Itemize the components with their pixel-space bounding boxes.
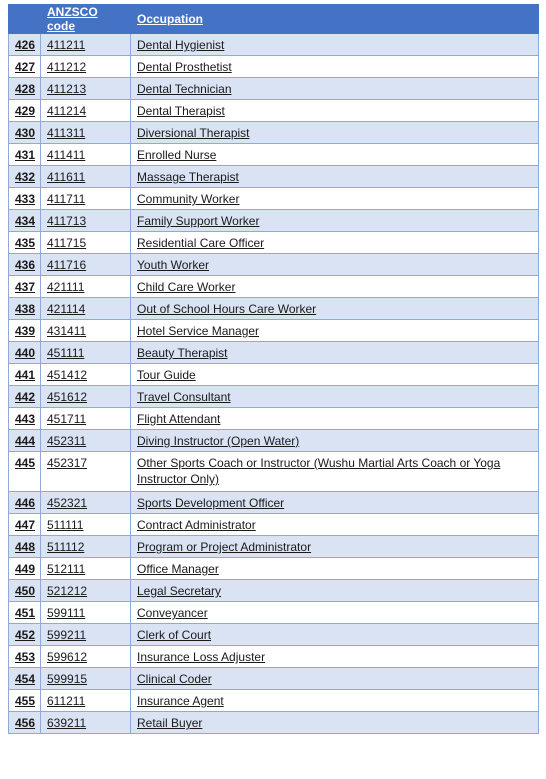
anzsco-code-link[interactable]: 411211 [47,38,86,52]
row-number-cell [9,342,41,364]
anzsco-code-cell [41,492,131,514]
row-number-link[interactable]: 429 [15,104,36,118]
table-row [9,276,539,298]
anzsco-code-link[interactable]: 451412 [47,368,88,382]
occupation-link[interactable]: Beauty Therapist [137,346,228,360]
row-number-link[interactable]: 436 [15,258,36,272]
occupation-link[interactable]: Tour Guide [137,368,196,382]
row-number-link[interactable]: 449 [15,562,36,576]
row-number-cell [9,364,41,386]
row-number-cell [9,408,41,430]
row-number-link[interactable]: 450 [15,584,36,598]
row-number-link[interactable]: 434 [15,214,36,228]
table-row [9,298,539,320]
row-number-link[interactable]: 442 [15,390,36,404]
anzsco-code-cell [41,536,131,558]
anzsco-code-cell [41,188,131,210]
anzsco-code-link[interactable]: 411311 [47,126,86,140]
anzsco-code-link[interactable]: 451711 [47,412,87,426]
header-anzsco-code[interactable]: ANZSCO code [41,5,131,34]
row-number-cell [9,144,41,166]
header-number [9,5,41,34]
anzsco-code-cell [41,668,131,690]
anzsco-code-link[interactable]: 611211 [47,694,86,708]
anzsco-code-cell [41,144,131,166]
row-number-link[interactable]: 452 [15,628,36,642]
occupation-link[interactable]: Community Worker [137,192,240,206]
occupation-table [8,4,539,734]
table-row [9,232,539,254]
row-number-link[interactable]: 451 [15,606,36,620]
anzsco-code-cell [41,364,131,386]
table-row [9,408,539,430]
row-number-link[interactable]: 445 [15,456,36,470]
table-row [9,386,539,408]
occupation-link[interactable]: Dental Prosthetist [137,60,232,74]
anzsco-code-link[interactable]: 431411 [47,324,87,338]
row-number-link[interactable]: 437 [15,280,36,294]
anzsco-code-cell [41,210,131,232]
anzsco-code-link[interactable]: 599915 [47,672,88,686]
anzsco-code-link[interactable]: 511111 [47,518,84,532]
table-row [9,122,539,144]
occupation-link[interactable]: Travel Consultant [137,390,231,404]
table-row [9,56,539,78]
occupation-link[interactable]: Dental Therapist [137,104,225,118]
occupation-cell [131,386,539,408]
occupation-link[interactable]: Youth Worker [137,258,210,272]
occupation-link[interactable]: Retail Buyer [137,716,203,730]
row-number-link[interactable]: 447 [15,518,36,532]
occupation-link[interactable]: Clinical Coder [137,672,212,686]
row-number-link[interactable]: 456 [15,716,36,730]
row-number-cell [9,210,41,232]
row-number-cell [9,298,41,320]
occupation-link[interactable]: Diving Instructor (Open Water) [137,434,300,448]
row-number-link[interactable]: 444 [15,434,36,448]
row-number-link[interactable]: 438 [15,302,36,316]
occupation-link[interactable]: Legal Secretary [137,584,222,598]
occupation-cell [131,558,539,580]
table-row [9,690,539,712]
occupation-link[interactable]: Dental Hygienist [137,38,225,52]
occupation-cell [131,122,539,144]
occupation-link[interactable]: Dental Technician [137,82,232,96]
occupation-link[interactable]: Residential Care Officer [137,236,265,250]
table-row [9,580,539,602]
header-occupation[interactable]: Occupation [131,5,539,34]
occupation-cell [131,536,539,558]
row-number-cell [9,712,41,734]
anzsco-code-link[interactable]: 411715 [47,236,87,250]
anzsco-code-cell [41,56,131,78]
anzsco-code-cell [41,122,131,144]
occupation-cell [131,188,539,210]
table-row [9,166,539,188]
occupation-cell [131,492,539,514]
row-number-link[interactable]: 433 [15,192,36,206]
anzsco-code-cell [41,558,131,580]
row-number-link[interactable]: 443 [15,412,36,426]
anzsco-code-link[interactable]: 421114 [47,302,86,316]
row-number-cell [9,122,41,144]
anzsco-code-cell [41,712,131,734]
row-number-cell [9,514,41,536]
anzsco-code-cell [41,602,131,624]
row-number-cell [9,558,41,580]
occupation-cell [131,320,539,342]
anzsco-code-cell [41,514,131,536]
anzsco-code-cell [41,232,131,254]
occupation-cell [131,210,539,232]
anzsco-code-link[interactable]: 411716 [47,258,87,272]
occupation-link[interactable]: Clerk of Court [137,628,212,642]
table-row [9,210,539,232]
occupation-cell [131,646,539,668]
table-row [9,320,539,342]
row-number-cell [9,100,41,122]
anzsco-code-cell [41,320,131,342]
occupation-cell [131,602,539,624]
row-number-link[interactable]: 453 [15,650,36,664]
occupation-link[interactable]: Other Sports Coach or Instructor (Wushu Martial Arts Coach or Yoga Instructor Only) [137,456,501,486]
anzsco-code-cell [41,452,131,492]
row-number-cell [9,536,41,558]
occupation-cell [131,624,539,646]
anzsco-code-cell [41,78,131,100]
row-number-link[interactable]: 428 [15,82,36,96]
row-number-link[interactable]: 439 [15,324,36,338]
occupation-cell [131,100,539,122]
anzsco-code-cell [41,254,131,276]
row-number-cell [9,232,41,254]
occupation-cell [131,34,539,56]
anzsco-code-cell [41,342,131,364]
anzsco-code-link[interactable]: 452317 [47,456,88,470]
row-number-cell [9,320,41,342]
occupation-link[interactable]: Out of School Hours Care Worker [137,302,317,316]
table-row [9,342,539,364]
row-number-cell [9,78,41,100]
occupation-link[interactable]: Insurance Loss Adjuster [137,650,266,664]
occupation-cell [131,232,539,254]
table-row [9,254,539,276]
anzsco-code-link[interactable]: 411713 [47,214,87,228]
occupation-table-container [8,4,538,734]
occupation-link[interactable]: Office Manager [137,562,219,576]
occupation-link[interactable]: Insurance Agent [137,694,224,708]
row-number-cell [9,34,41,56]
anzsco-code-cell [41,408,131,430]
anzsco-code-link[interactable]: 411214 [47,104,87,118]
table-row [9,144,539,166]
table-row [9,712,539,734]
occupation-cell [131,298,539,320]
anzsco-code-cell [41,580,131,602]
occupation-link[interactable]: Hotel Service Manager [137,324,260,338]
occupation-cell [131,144,539,166]
table-row [9,452,539,492]
occupation-cell [131,712,539,734]
row-number-link[interactable]: 431 [15,148,36,162]
row-number-cell [9,452,41,492]
occupation-link[interactable]: Conveyancer [137,606,208,620]
anzsco-code-link[interactable]: 521212 [47,584,88,598]
table-row [9,100,539,122]
table-row [9,602,539,624]
row-number-cell [9,492,41,514]
occupation-cell [131,56,539,78]
anzsco-code-cell [41,690,131,712]
row-number-link[interactable]: 454 [15,672,36,686]
table-row [9,624,539,646]
anzsco-code-link[interactable]: 452321 [47,496,88,510]
anzsco-code-link[interactable]: 599111 [47,606,86,620]
occupation-link[interactable]: Child Care Worker [137,280,236,294]
row-number-link[interactable]: 426 [15,38,36,52]
row-number-link[interactable]: 432 [15,170,36,184]
row-number-cell [9,690,41,712]
anzsco-code-cell [41,646,131,668]
anzsco-code-cell [41,430,131,452]
occupation-cell [131,408,539,430]
row-number-cell [9,668,41,690]
anzsco-code-link[interactable]: 452311 [47,434,87,448]
occupation-cell [131,254,539,276]
anzsco-code-link[interactable]: 451111 [47,346,85,360]
anzsco-code-link[interactable]: 511112 [47,540,85,554]
occupation-link[interactable]: Flight Attendant [137,412,221,426]
anzsco-code-link[interactable]: 411711 [47,192,86,206]
occupation-cell [131,364,539,386]
anzsco-code-link[interactable]: 599211 [47,628,87,642]
table-row [9,34,539,56]
anzsco-code-link[interactable]: 411212 [47,60,87,74]
table-row [9,558,539,580]
table-row [9,646,539,668]
occupation-cell [131,668,539,690]
anzsco-code-cell [41,276,131,298]
occupation-cell [131,690,539,712]
anzsco-code-link[interactable]: 421111 [47,280,85,294]
table-row [9,188,539,210]
table-row [9,364,539,386]
occupation-cell [131,514,539,536]
anzsco-code-cell [41,298,131,320]
occupation-link[interactable]: Program or Project Administrator [137,540,312,554]
occupation-link[interactable]: Diversional Therapist [137,126,250,140]
anzsco-code-link[interactable]: 411611 [47,170,86,184]
table-body [9,34,539,734]
row-number-link[interactable]: 435 [15,236,36,250]
occupation-cell [131,166,539,188]
row-number-link[interactable]: 446 [15,496,36,510]
row-number-link[interactable]: 448 [15,540,36,554]
row-number-link[interactable]: 441 [15,368,36,382]
table-row [9,430,539,452]
anzsco-code-link[interactable]: 411411 [47,148,86,162]
occupation-cell [131,430,539,452]
row-number-link[interactable]: 440 [15,346,36,360]
row-number-link[interactable]: 430 [15,126,36,140]
row-number-cell [9,580,41,602]
row-number-cell [9,646,41,668]
row-number-cell [9,188,41,210]
anzsco-code-cell [41,34,131,56]
row-number-link[interactable]: 455 [15,694,36,708]
anzsco-code-link[interactable]: 411213 [47,82,87,96]
row-number-cell [9,254,41,276]
row-number-cell [9,166,41,188]
anzsco-code-link[interactable]: 451612 [47,390,88,404]
table-row [9,514,539,536]
row-number-cell [9,276,41,298]
row-number-cell [9,430,41,452]
anzsco-code-cell [41,166,131,188]
occupation-link[interactable]: Massage Therapist [137,170,239,184]
occupation-link[interactable]: Contract Administrator [137,518,256,532]
table-header-row [9,5,539,34]
table-row [9,492,539,514]
anzsco-code-link[interactable]: 599612 [47,650,88,664]
occupation-cell [131,78,539,100]
anzsco-code-cell [41,100,131,122]
occupation-cell [131,580,539,602]
table-row [9,536,539,558]
row-number-cell [9,624,41,646]
row-number-cell [9,56,41,78]
table-row [9,668,539,690]
row-number-cell [9,602,41,624]
table-row [9,78,539,100]
occupation-cell [131,452,539,492]
anzsco-code-link[interactable]: 512111 [47,562,86,576]
row-number-cell [9,386,41,408]
row-number-link[interactable]: 427 [15,60,36,74]
occupation-link[interactable]: Family Support Worker [137,214,260,228]
occupation-cell [131,342,539,364]
anzsco-code-link[interactable]: 639211 [47,716,87,730]
occupation-link[interactable]: Enrolled Nurse [137,148,217,162]
anzsco-code-cell [41,624,131,646]
occupation-cell [131,276,539,298]
occupation-link[interactable]: Sports Development Officer [137,496,285,510]
anzsco-code-cell [41,386,131,408]
